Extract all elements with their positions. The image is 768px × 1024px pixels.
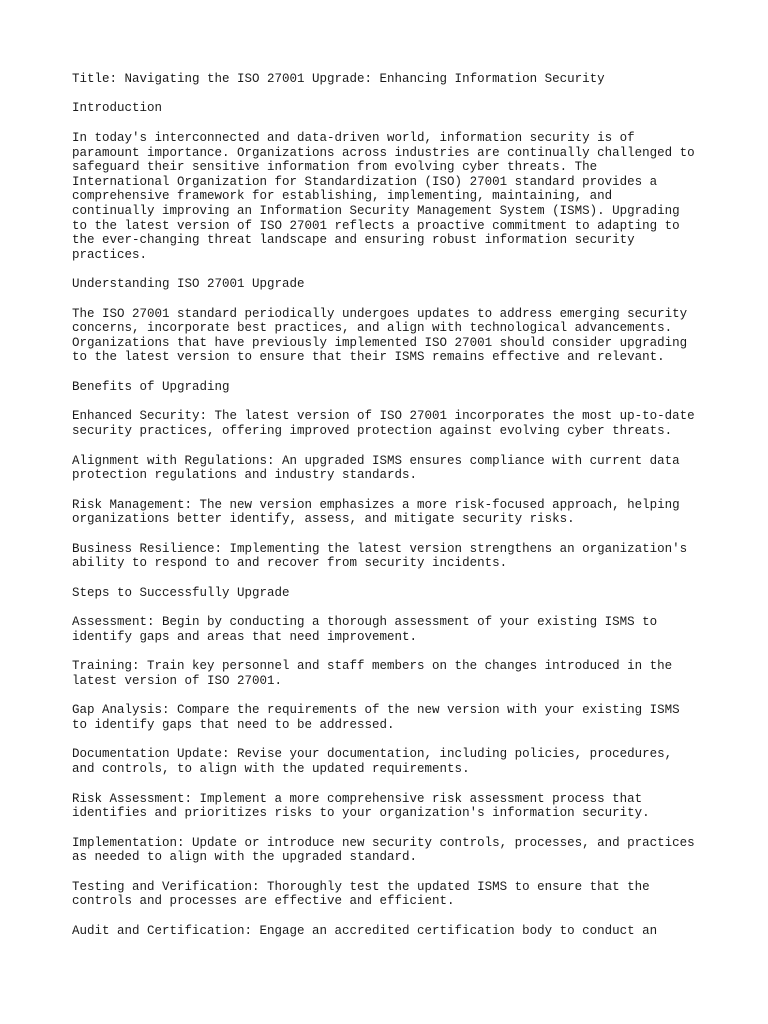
paragraph-implementation: Implementation: Update or introduce new security controls, processes, and practices as needed to align with the upgraded standard. (72, 835, 695, 865)
paragraph-assessment: Assessment: Begin by conducting a thorough assessment of your existing ISMS to identify gaps and areas that need improvement. (72, 615, 658, 644)
paragraph-risk-management: Risk Management: The new version emphasizes a more risk-focused approach, helping organizations better identify, assess, and mitigate security risks. (72, 497, 680, 527)
paragraph-audit-certification: Audit and Certification: Engage an accredited certification body to conduct an (72, 923, 658, 938)
paragraph-alignment-regulations: Alignment with Regulations: An upgraded ISMS ensures compliance with current data protection regulations and industry standards. (72, 453, 680, 483)
paragraph-testing-verification: Testing and Verification: Thoroughly test the updated ISMS to ensure that the controls and processes are effective and efficient. (72, 879, 650, 909)
paragraph-enhanced-security: Enhanced Security: The latest version of ISO 27001 incorporates the most up-to-date security practices, offering improved protection against evolving cyber threats. (72, 409, 695, 439)
paragraph-understanding-upgrade: The ISO 27001 standard periodically undergoes updates to address emerging security concerns, incorporate best practices, and align with technological advancements. Organizations that have previously implemented ISO 27001 should consider upgrading to the latest version to ensure that their ISMS remains effective and relevant. (72, 306, 688, 365)
paragraph-documentation-update: Documentation Update: Revise your documentation, including policies, procedures, and controls, to align with the updated requirements. (72, 747, 673, 777)
paragraph-risk-assessment: Risk Assessment: Implement a more comprehensive risk assessment process that identifies and prioritizes risks to your organization's information security. (72, 791, 650, 821)
heading-introduction: Introduction (72, 101, 163, 116)
heading-understanding-upgrade: Understanding ISO 27001 Upgrade (72, 277, 305, 292)
paragraph-introduction: In today's interconnected and data-driven world, information security is of paramount importance. Organizations across industries are continually challenged to safeguard their sensitive information from evolving cyber threats. The International Organization for Standardization (ISO) 27001 standard provides a comprehensive framework for establishing, implementing, maintaining, and continually improving an Information Security Management System (ISMS). Upgrading to the latest version of ISO 27001 reflects a proactive commitment to adapting to the ever-changing threat landscape and ensuring robust information security practices. (72, 130, 695, 262)
heading-benefits: Benefits of Upgrading (72, 379, 230, 394)
document-title: Title: Navigating the ISO 27001 Upgrade: Enhancing Information Security (72, 72, 605, 86)
paragraph-business-resilience: Business Resilience: Implementing the latest version strengthens an organization's ability to respond to and recover from security incidents. (72, 541, 688, 571)
heading-steps: Steps to Successfully Upgrade (72, 585, 290, 600)
paragraph-training: Training: Train key personnel and staff members on the changes introduced in the latest version of ISO 27001. (72, 659, 673, 688)
document-body (72, 72, 712, 953)
paragraph-gap-analysis: Gap Analysis: Compare the requirements of the new version with your existing ISMS to identify gaps that need to be addressed. (72, 703, 680, 732)
